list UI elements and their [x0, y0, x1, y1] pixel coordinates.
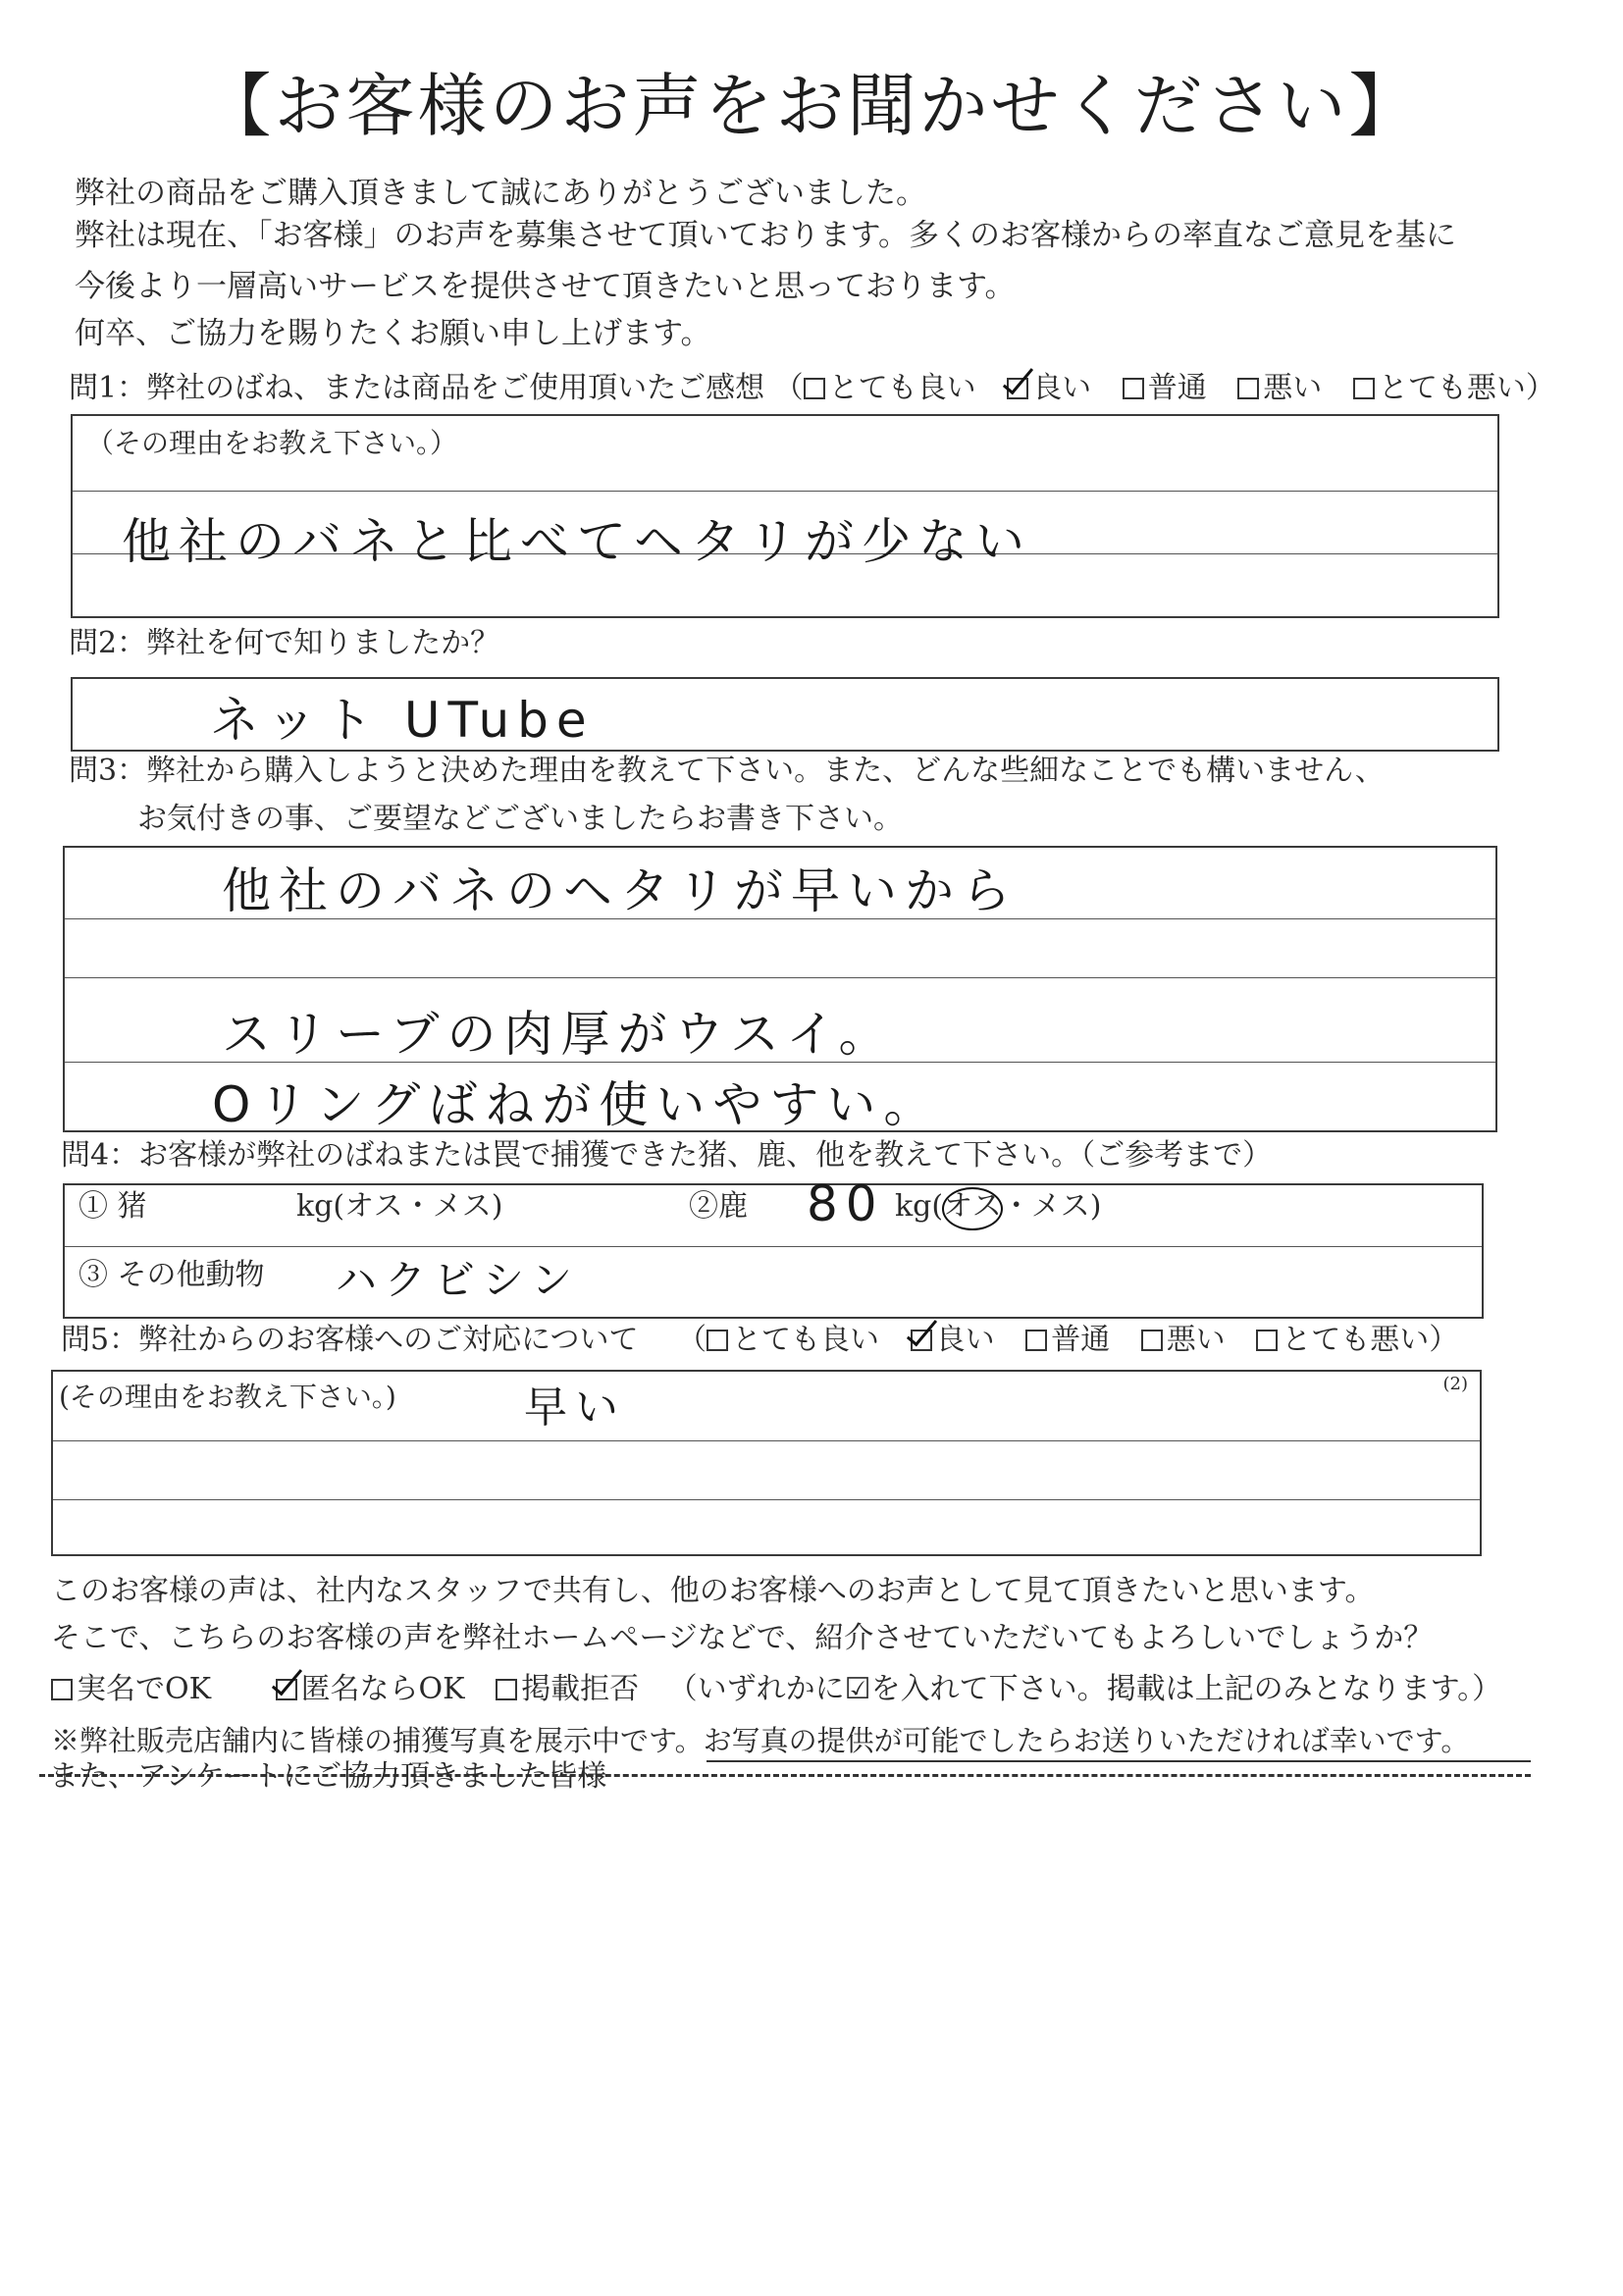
rule-line: [65, 1246, 1482, 1247]
checkbox-icon: [1141, 1330, 1163, 1351]
q1-row: 問1：弊社のばね、または商品をご使用頂いたご感想 （ とても良い 良い 普通 悪い とても悪い）: [69, 371, 1555, 405]
q5-option-good[interactable]: 良い: [911, 1323, 995, 1358]
q2-answer-box[interactable]: [71, 677, 1499, 752]
consent-real-name[interactable]: 実名でOK: [51, 1672, 211, 1706]
q3-handwritten-answer-3: Oリングばねが使いやすい。: [212, 1076, 941, 1133]
q1-option-very-good[interactable]: とても良い: [804, 371, 976, 406]
checkbox-icon: [1025, 1330, 1047, 1351]
checkbox-icon: [51, 1679, 73, 1700]
intro-line-1: 弊社の商品をご購入頂きまして誠にありがとうございました。: [75, 176, 926, 211]
rule-line: [53, 1440, 1480, 1441]
q5-label: 問5：弊社からのお客様へのご対応について: [61, 1323, 639, 1357]
q2-label: 問2：弊社を何で知りましたか？: [69, 626, 500, 660]
rule-line: [73, 491, 1497, 492]
photo-note: ※弊社販売店舗内に皆様の捕獲写真を展示中です。お写真の提供が可能でしたらお送りいただければ幸いです。: [51, 1724, 1470, 1757]
consent-note: （いずれかに☑を入れて下さい。掲載は上記のみとなります。）: [667, 1672, 1502, 1706]
footer-line-1: このお客様の声は、社内なスタッフで共有し、他のお客様へのお声として見て頂きたいと思います。: [51, 1574, 1375, 1608]
q4-other-answer: ハクビシン: [336, 1256, 580, 1304]
q4-deer-unit: kg(オス・メス): [895, 1189, 1102, 1224]
intro-line-2: 弊社は現在、「お客様」のお声を募集させて頂いております。多くのお客様からの率直なご意見を基に: [75, 218, 1457, 253]
checkbox-icon: [496, 1679, 517, 1700]
consent-refuse[interactable]: 掲載拒否: [496, 1672, 639, 1707]
q5-row: 問5：弊社からのお客様へのご対応について （ とても良い 良い 普通 悪い とても悪い）: [61, 1323, 1459, 1357]
q3-handwritten-answer-1: 他社のバネのヘタリが早いから: [222, 862, 1019, 919]
q4-boar-unit: kg(オス・メス): [296, 1189, 503, 1224]
q4-label: 問4：お客様が弊社のばねまたは罠で捕獲できた猪、鹿、他を教えて下さい。（ご参考まで）: [61, 1138, 1273, 1173]
q1-answer-box[interactable]: [71, 414, 1499, 618]
cut-off-text: また、アンケートにご協力頂きました皆様: [49, 1759, 607, 1794]
q4-deer-weight: 80: [807, 1175, 885, 1232]
checkbox-icon: [1123, 378, 1144, 399]
checkbox-icon: [804, 378, 825, 399]
q4-other-label: ③ その他動物: [79, 1258, 265, 1292]
q5-option-normal[interactable]: 普通: [1025, 1323, 1110, 1358]
rule-line: [65, 977, 1495, 978]
q3-answer-box[interactable]: [63, 846, 1497, 1132]
q4-answer-box[interactable]: [63, 1175, 1484, 1319]
intro-line-4: 何卒、ご協力を賜りたくお願い申し上げます。: [75, 316, 711, 351]
checked-checkbox-icon: [911, 1330, 932, 1351]
underline: [707, 1760, 1531, 1762]
page-title: 【お客様のお声をお聞かせください】: [202, 66, 1421, 146]
q1-option-very-bad[interactable]: とても悪い: [1353, 371, 1526, 406]
q5-reason-label: (その理由をお教え下さい。): [59, 1381, 396, 1413]
q1-option-bad[interactable]: 悪い: [1237, 371, 1322, 406]
checked-checkbox-icon: [1007, 378, 1028, 399]
q4-boar-label: ① 猪: [79, 1189, 147, 1224]
checkbox-icon: [1353, 378, 1375, 399]
q1-handwritten-answer: 他社のバネと比べてヘタリが少ない: [122, 513, 1032, 570]
q4-deer-label: ②鹿: [689, 1189, 748, 1224]
rule-line: [53, 1499, 1480, 1500]
checkbox-icon: [707, 1330, 728, 1351]
q3-handwritten-answer-2: スリーブの肉厚がウスイ。: [222, 1006, 896, 1063]
q5-handwritten-answer: 早い: [524, 1383, 626, 1433]
intro-line-3: 今後より一層高いサービスを提供させて頂きたいと思っております。: [75, 269, 1016, 304]
checked-checkbox-icon: [276, 1679, 297, 1700]
q1-reason-label: （その理由をお教え下さい。）: [86, 427, 458, 459]
q5-option-very-bad[interactable]: とても悪い: [1256, 1323, 1429, 1358]
page-number-mark: (2): [1442, 1374, 1468, 1394]
q5-option-bad[interactable]: 悪い: [1141, 1323, 1226, 1358]
consent-anonymous[interactable]: 匿名ならOK: [276, 1672, 465, 1707]
q3-label-line-1: 問3：弊社から購入しようと決めた理由を教えて下さい。また、どんな些細なことでも構いません、: [69, 754, 1385, 788]
q3-label-line-2: お気付きの事、ご要望などございましたらお書き下さい。: [137, 802, 903, 836]
q1-option-good[interactable]: 良い: [1007, 371, 1091, 406]
consent-row: [51, 1672, 1501, 1707]
male-circle-mark: [942, 1187, 1003, 1230]
q1-option-normal[interactable]: 普通: [1123, 371, 1207, 406]
q2-handwritten-answer: ネット UTube: [210, 692, 595, 749]
footer-line-2: そこで、こちらのお客様の声を弊社ホームページなどで、紹介させていただいてもよろしいでしょうか？: [51, 1621, 1434, 1655]
checkbox-icon: [1237, 378, 1259, 399]
q5-answer-box[interactable]: [51, 1370, 1482, 1556]
checkbox-icon: [1256, 1330, 1278, 1351]
q1-label: 問1：弊社のばね、または商品をご使用頂いたご感想: [69, 371, 765, 405]
q5-option-very-good[interactable]: とても良い: [707, 1323, 879, 1358]
